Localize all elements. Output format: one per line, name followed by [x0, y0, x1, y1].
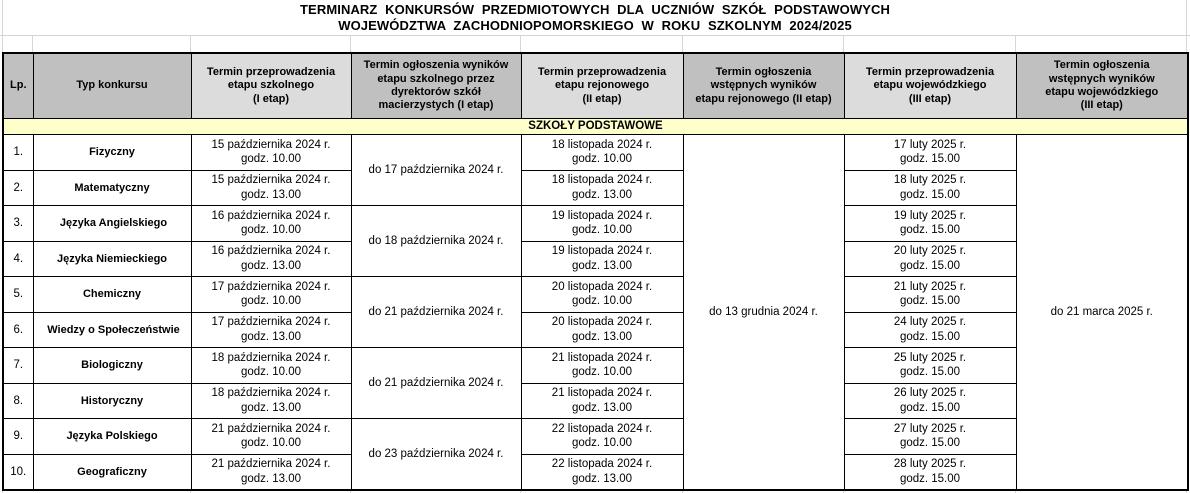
- gridline: [1186, 35, 1187, 52]
- competition-name: Matematyczny: [33, 170, 191, 206]
- section-label: SZKOŁY PODSTAWOWE: [3, 119, 1188, 135]
- table-row: [3, 241, 1188, 277]
- school-stage-date: 16 października 2024 r. godz. 13.00: [191, 241, 351, 277]
- gridline: [32, 35, 33, 52]
- table-row: [3, 454, 1188, 490]
- lp-cell: 6.: [3, 312, 33, 348]
- competition-name: Chemiczny: [33, 277, 191, 313]
- gridline: [843, 35, 844, 52]
- lp-cell: 3.: [3, 206, 33, 242]
- region-stage-date: 22 listopada 2024 r. godz. 13.00: [521, 454, 683, 490]
- school-stage-date: 17 października 2024 r. godz. 13.00: [191, 312, 351, 348]
- lp-cell: 7.: [3, 348, 33, 384]
- gridline: [2, 35, 3, 52]
- school-results-merged: do 23 października 2024 r.: [351, 419, 521, 490]
- column-header-competition-type: Typ konkursu: [33, 53, 191, 119]
- gridline: [1015, 35, 1016, 52]
- voivodeship-stage-date: 25 luty 2025 r. godz. 15.00: [844, 348, 1016, 384]
- school-stage-date: 15 października 2024 r. godz. 10.00: [191, 135, 351, 171]
- school-stage-date: 18 października 2024 r. godz. 10.00: [191, 348, 351, 384]
- voivodeship-stage-date: 27 luty 2025 r. godz. 15.00: [844, 419, 1016, 455]
- competition-name: Wiedzy o Społeczeństwie: [33, 312, 191, 348]
- column-header-school-results: Termin ogłoszenia wyników etapu szkolnego przez dyrektorów szkół macierzystych (I etap): [351, 53, 521, 119]
- lp-cell: 1.: [3, 135, 33, 171]
- competition-name: Języka Angielskiego: [33, 206, 191, 242]
- competition-name: Fizyczny: [33, 135, 191, 171]
- region-stage-date: 21 listopada 2024 r. godz. 13.00: [521, 383, 683, 419]
- region-results-merged: do 13 grudnia 2024 r.: [683, 135, 844, 490]
- competition-name: Historyczny: [33, 383, 191, 419]
- school-results-merged: do 18 października 2024 r.: [351, 206, 521, 277]
- voivodeship-stage-date: 26 luty 2025 r. godz. 15.00: [844, 383, 1016, 419]
- voivodeship-stage-date: 28 luty 2025 r. godz. 15.00: [844, 454, 1016, 490]
- school-stage-date: 15 października 2024 r. godz. 13.00: [191, 170, 351, 206]
- school-results-merged: do 21 października 2024 r.: [351, 348, 521, 419]
- table-row: [3, 277, 1188, 313]
- gridline: [350, 35, 351, 52]
- column-header-region-results: Termin ogłoszenia wstępnych wyników etapu rejonowego (II etap): [683, 53, 844, 119]
- voivodeship-stage-date: 20 luty 2025 r. godz. 15.00: [844, 241, 1016, 277]
- region-stage-date: 19 listopada 2024 r. godz. 13.00: [521, 241, 683, 277]
- competition-name: Języka Niemieckiego: [33, 241, 191, 277]
- gridline: [682, 35, 683, 52]
- table-row: [3, 383, 1188, 419]
- region-stage-date: 22 listopada 2024 r. godz. 10.00: [521, 419, 683, 455]
- gridline: [190, 35, 191, 52]
- table-row: [3, 135, 1188, 171]
- table-row: [3, 312, 1188, 348]
- lp-cell: 5.: [3, 277, 33, 313]
- school-stage-date: 16 października 2024 r. godz. 10.00: [191, 206, 351, 242]
- lp-cell: 10.: [3, 454, 33, 490]
- region-stage-date: 21 listopada 2024 r. godz. 10.00: [521, 348, 683, 384]
- school-stage-date: 21 października 2024 r. godz. 13.00: [191, 454, 351, 490]
- region-stage-date: 20 listopada 2024 r. godz. 10.00: [521, 277, 683, 313]
- gridline: [1186, 0, 1187, 35]
- voivodeship-stage-date: 19 luty 2025 r. godz. 15.00: [844, 206, 1016, 242]
- gridline: [520, 35, 521, 52]
- voivodeship-stage-date: 17 luty 2025 r. godz. 15.00: [844, 135, 1016, 171]
- voivodeship-stage-date: 24 luty 2025 r. godz. 15.00: [844, 312, 1016, 348]
- lp-cell: 2.: [3, 170, 33, 206]
- competition-schedule-table: [2, 52, 1189, 491]
- lp-cell: 4.: [3, 241, 33, 277]
- school-results-merged: do 21 października 2024 r.: [351, 277, 521, 348]
- school-stage-date: 18 października 2024 r. godz. 13.00: [191, 383, 351, 419]
- table-row: [3, 348, 1188, 384]
- school-stage-date: 17 października 2024 r. godz. 10.00: [191, 277, 351, 313]
- lp-cell: 9.: [3, 419, 33, 455]
- competition-name: Biologiczny: [33, 348, 191, 384]
- competition-name: Języka Polskiego: [33, 419, 191, 455]
- region-stage-date: 18 listopada 2024 r. godz. 13.00: [521, 170, 683, 206]
- region-stage-date: 18 listopada 2024 r. godz. 10.00: [521, 135, 683, 171]
- column-header-voivodeship-stage: Termin przeprowadzenia etapu wojewódzkiego (III etap): [844, 53, 1016, 119]
- title-line-1: TERMINARZ KONKURSÓW PRZEDMIOTOWYCH DLA UCZNIÓW SZKÓŁ PODSTAWOWYCH: [300, 2, 890, 17]
- voivodeship-stage-date: 21 luty 2025 r. godz. 15.00: [844, 277, 1016, 313]
- gridline: [2, 0, 3, 35]
- document-title: [0, 0, 1190, 35]
- table-row: [3, 206, 1188, 242]
- competition-name: Geograficzny: [33, 454, 191, 490]
- header-row: [3, 53, 1188, 119]
- school-stage-date: 21 października 2024 r. godz. 10.00: [191, 419, 351, 455]
- region-stage-date: 19 listopada 2024 r. godz. 10.00: [521, 206, 683, 242]
- column-header-lp: Lp.: [3, 53, 33, 119]
- table-row: [3, 170, 1188, 206]
- school-results-merged: do 17 października 2024 r.: [351, 135, 521, 206]
- region-stage-date: 20 listopada 2024 r. godz. 13.00: [521, 312, 683, 348]
- voivodeship-results-merged: do 21 marca 2025 r.: [1016, 135, 1188, 490]
- gridline: [0, 35, 1190, 36]
- column-header-school-stage: Termin przeprowadzenia etapu szkolnego (I etap): [191, 53, 351, 119]
- section-row: [3, 119, 1188, 135]
- voivodeship-stage-date: 18 luty 2025 r. godz. 15.00: [844, 170, 1016, 206]
- column-header-voivodeship-results: Termin ogłoszenia wstępnych wyników etapu wojewódzkiego (III etap): [1016, 53, 1188, 119]
- column-header-region-stage: Termin przeprowadzenia etapu rejonowego (II etap): [521, 53, 683, 119]
- title-line-2: WOJEWÓDZTWA ZACHODNIOPOMORSKIEGO W ROKU SZKOLNYM 2024/2025: [338, 18, 852, 33]
- table-row: [3, 419, 1188, 455]
- lp-cell: 8.: [3, 383, 33, 419]
